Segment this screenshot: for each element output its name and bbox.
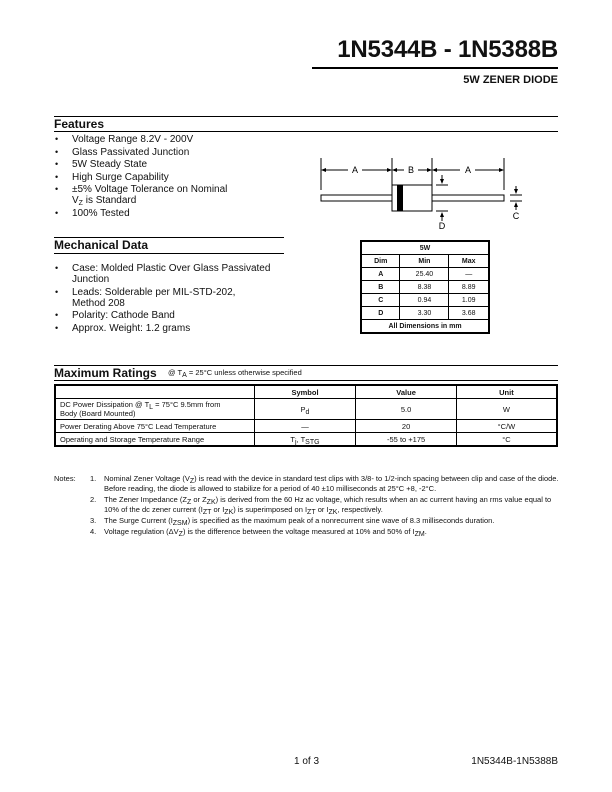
ratings-heading: Maximum Ratings — [54, 366, 157, 380]
feature-item: • High Surge Capability — [54, 172, 304, 183]
ratings-row: Operating and Storage Temperature Range $T_j$, $T_{STG}$ -55 to +175 °C — [55, 433, 557, 447]
lead-right — [432, 195, 504, 201]
maximum-ratings-table — [54, 384, 558, 447]
mechanical-item: • Approx. Weight: 1.2 grams — [54, 323, 294, 334]
dim-label-b: B — [407, 165, 415, 175]
note-item: 2. The Zener Impedance ($Z_Z$ or $Z_{ZK}$) is derived from the 60 Hz ac voltage, which results when an ac current having an rms value equal to 10% of the dc zener current ($I_{ZT}$ or $I_{ZK}$) is superimposed on $I_{ZT}$ or $I_{ZK}$, respectively. — [90, 495, 552, 516]
mechanical-heading: Mechanical Data — [54, 238, 149, 252]
dim-row: A 25.40 — — [361, 268, 489, 281]
feature-item: • 100% Tested — [54, 208, 304, 219]
ratings-row: DC Power Dissipation @ $T_L = 75^\circ C$ 9.5mm from Body (Board Mounted) $P_d$ 5.0 W — [55, 399, 557, 420]
features-bottom-rule — [54, 131, 558, 132]
document-subtitle: 5W ZENER DIODE — [463, 74, 558, 86]
notes-list — [90, 474, 560, 538]
diode-outline-diagram — [310, 150, 560, 235]
features-list — [54, 134, 304, 220]
mechanical-list — [54, 263, 294, 335]
dim-row: B 8.38 8.89 — [361, 281, 489, 294]
dim-row: D 3.30 3.68 — [361, 307, 489, 320]
dim-label-a: A — [464, 165, 472, 175]
features-top-rule — [54, 116, 558, 117]
col-header-symbol: Symbol — [254, 385, 356, 399]
feature-item: • Glass Passivated Junction — [54, 147, 304, 158]
dim-label-a: A — [351, 165, 359, 175]
cathode-band — [397, 185, 403, 211]
dim-header: Max — [449, 255, 489, 268]
page-number: 1 of 3 — [294, 756, 320, 767]
footer-part-number: 1N5344B-1N5388B — [471, 756, 558, 767]
col-header-value: Value — [356, 385, 457, 399]
dim-label-c: C — [512, 211, 520, 221]
dim-header: Dim — [361, 255, 400, 268]
document-title: 1N5344B - 1N5388B — [337, 36, 558, 63]
lead-left — [321, 195, 392, 201]
note-item: 4. Voltage regulation $(\Delta V_Z)$ is the difference between the voltage measured at 10% and 50% of $I_{ZM}$. — [90, 527, 427, 538]
note-item: 3. The Surge Current $(I_{ZSM})$ is specified as the maximum peak of a nonrecurrent sine wave of 8.3 milliseconds duration. — [90, 516, 495, 527]
feature-item: • ±5% Voltage Tolerance on Nominal $V_Z$ is Standard — [54, 184, 304, 206]
ratings-bottom-rule — [54, 380, 558, 381]
mechanical-item: • Polarity: Cathode Band — [54, 310, 294, 321]
ratings-row: Power Derating Above 75°C Lead Temperature — 20 °C/W — [55, 420, 557, 433]
feature-item: • 5W Steady State — [54, 159, 304, 170]
dim-row: C 0.94 1.09 — [361, 294, 489, 307]
note-item: 1. Nominal Zener Voltage $(V_Z)$ is read with the device in standard test clips with 3/8- to 1/2-inch spacing between clip and case of the diode. Before reading, the diode is allowed to stabilize for a period of 40 ±10 milliseconds at 25°C +8, -2°C. — [90, 474, 559, 493]
dim-header: Min — [400, 255, 449, 268]
mechanical-item: • Case: Molded Plastic Over Glass Passivated Junction — [54, 263, 294, 285]
title-divider — [312, 67, 558, 69]
ratings-condition: @ $T_A = 25^\circ C$ unless otherwise specified — [168, 368, 302, 379]
dim-table-footer: All Dimensions in mm — [361, 320, 489, 334]
features-heading: Features — [54, 117, 105, 131]
dimensions-table — [360, 240, 490, 334]
notes-label: Notes: — [54, 474, 76, 483]
mechanical-bottom-rule — [54, 253, 284, 254]
mechanical-item: • Leads: Solderable per MIL-STD-202, Method 208 — [54, 287, 294, 309]
col-header-unit: Unit — [456, 385, 557, 399]
dim-label-d: D — [438, 221, 446, 231]
dim-table-title: 5W — [361, 241, 489, 255]
feature-item: • Voltage Range 8.2V - 200V — [54, 134, 304, 145]
